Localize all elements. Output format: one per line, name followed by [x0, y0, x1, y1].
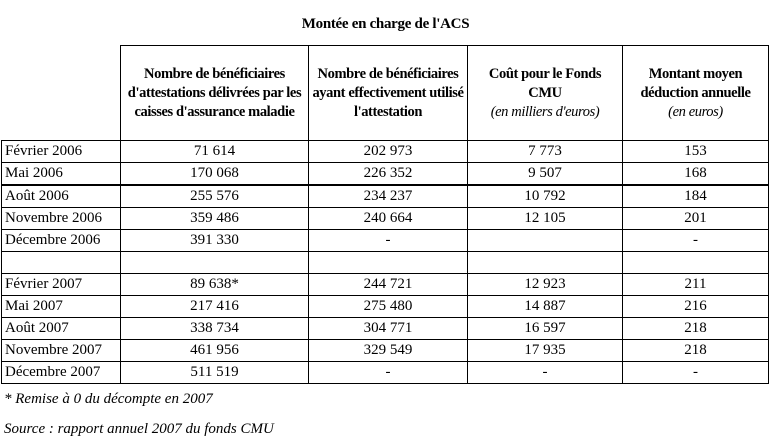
row-value: 511 519	[121, 362, 309, 384]
row-value: -	[309, 362, 468, 384]
table-row	[2, 340, 769, 362]
table-row	[2, 185, 769, 208]
row-value: 153	[623, 141, 769, 163]
row-label: Août 2007	[2, 318, 121, 340]
row-label: Août 2006	[2, 185, 121, 208]
row-value: 14 887	[468, 296, 623, 318]
row-value: 202 973	[309, 141, 468, 163]
row-value: 234 237	[309, 185, 468, 208]
table-row	[2, 362, 769, 384]
table-row	[2, 230, 769, 252]
corner-cell	[2, 46, 121, 141]
row-value: 184	[623, 185, 769, 208]
row-value: 359 486	[121, 208, 309, 230]
header-main: Nombre de bénéficiaires ayant effectivement utilisé l'attestation	[312, 65, 464, 120]
header-montant-moyen	[623, 46, 769, 141]
row-value	[623, 252, 769, 274]
header-cout-fonds	[468, 46, 623, 141]
row-label: Mai 2007	[2, 296, 121, 318]
row-value: 244 721	[309, 274, 468, 296]
table-row	[2, 274, 769, 296]
row-value: 329 549	[309, 340, 468, 362]
row-value: 12 923	[468, 274, 623, 296]
row-value: 391 330	[121, 230, 309, 252]
row-value: 216	[623, 296, 769, 318]
footnote: * Remise à 0 du décompte en 2007	[4, 391, 213, 407]
row-value: 218	[623, 318, 769, 340]
row-value: 201	[623, 208, 769, 230]
row-value: 71 614	[121, 141, 309, 163]
header-main: Nombre de bénéficiaires d'attestations délivrées par les caisses d'assurance maladie	[127, 65, 302, 120]
row-value	[309, 252, 468, 274]
table-row	[2, 318, 769, 340]
row-label: Mai 2006	[2, 163, 121, 186]
row-value: 218	[623, 340, 769, 362]
row-value: 217 416	[121, 296, 309, 318]
row-value: 7 773	[468, 141, 623, 163]
row-label: Novembre 2007	[2, 340, 121, 362]
row-label: Février 2007	[2, 274, 121, 296]
row-label	[2, 252, 121, 274]
row-value: 9 507	[468, 163, 623, 186]
row-value: 170 068	[121, 163, 309, 186]
row-value: 226 352	[309, 163, 468, 186]
row-value: 12 105	[468, 208, 623, 230]
row-value: 240 664	[309, 208, 468, 230]
header-row	[2, 46, 769, 141]
acs-table	[1, 45, 769, 384]
row-value	[468, 230, 623, 252]
table-row	[2, 208, 769, 230]
row-value	[121, 252, 309, 274]
header-sub: (en milliers d'euros)	[490, 103, 600, 120]
table-title: Montée en charge de l'ACS	[301, 16, 470, 32]
row-label: Décembre 2006	[2, 230, 121, 252]
row-value: 10 792	[468, 185, 623, 208]
row-label: Décembre 2007	[2, 362, 121, 384]
row-label: Février 2006	[2, 141, 121, 163]
table-row	[2, 163, 769, 186]
source-note: Source : rapport annuel 2007 du fonds CMU	[4, 421, 274, 437]
row-value: -	[468, 362, 623, 384]
table-row	[2, 141, 769, 163]
header-main: Montant moyen déduction annuelle	[640, 65, 751, 101]
table-row-blank	[2, 252, 769, 274]
row-value: 304 771	[309, 318, 468, 340]
header-main: Coût pour le Fonds CMU	[488, 65, 602, 101]
row-value: 211	[623, 274, 769, 296]
row-value: 17 935	[468, 340, 623, 362]
row-value: -	[309, 230, 468, 252]
row-value: 338 734	[121, 318, 309, 340]
row-value: 168	[623, 163, 769, 186]
header-sub: (en euros)	[668, 103, 723, 120]
row-value: 275 480	[309, 296, 468, 318]
header-beneficiaires-attestations	[121, 46, 309, 141]
row-value: 461 956	[121, 340, 309, 362]
row-value: 16 597	[468, 318, 623, 340]
row-value: -	[623, 230, 769, 252]
row-value: -	[623, 362, 769, 384]
table-row	[2, 296, 769, 318]
row-value	[468, 252, 623, 274]
row-value: 255 576	[121, 185, 309, 208]
row-label: Novembre 2006	[2, 208, 121, 230]
header-beneficiaires-utilise	[309, 46, 468, 141]
row-value: 89 638*	[121, 274, 309, 296]
